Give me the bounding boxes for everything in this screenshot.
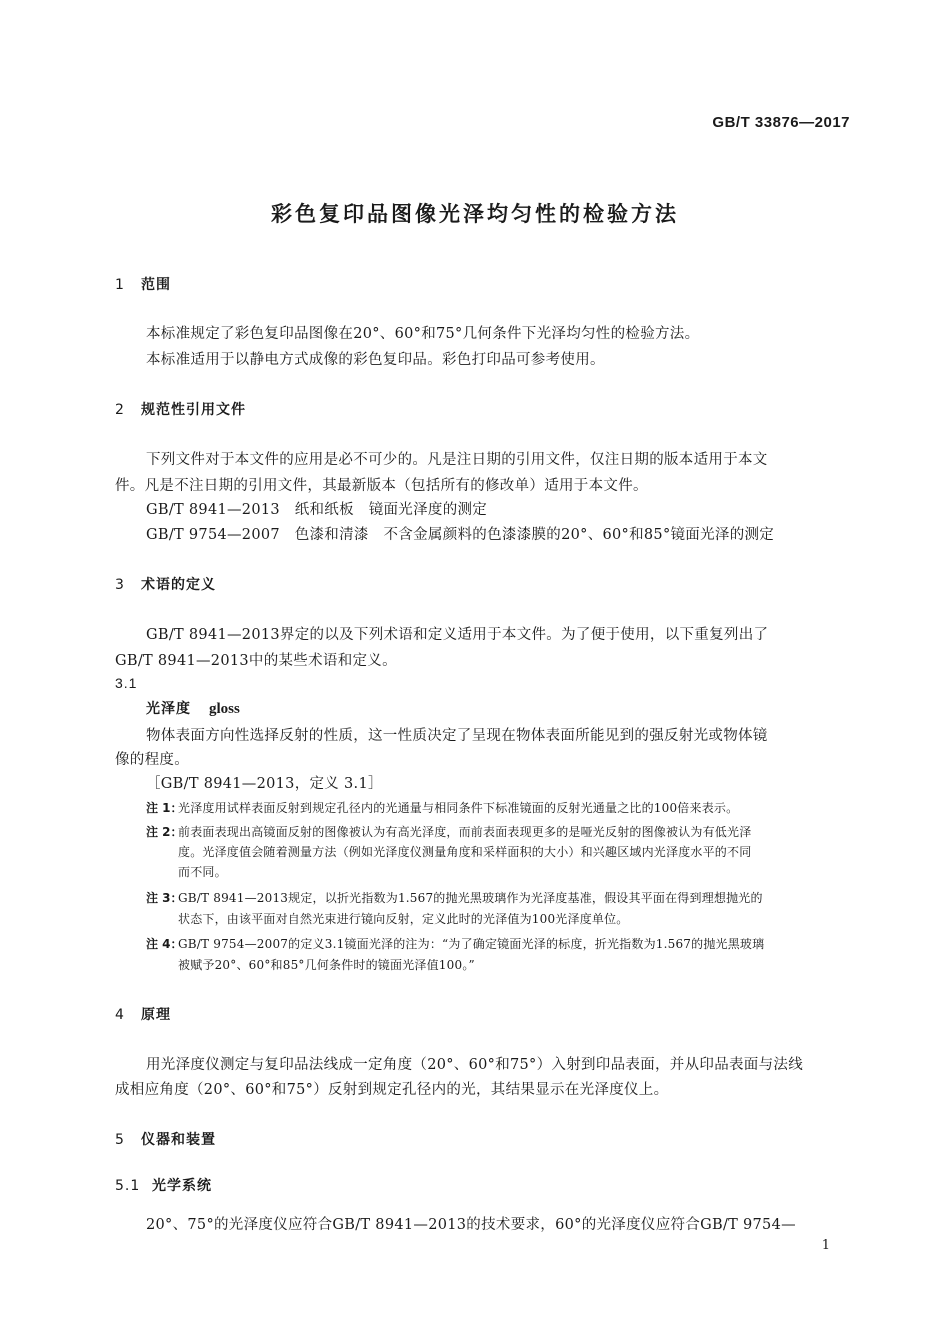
section-title: 仪器和装置	[141, 1132, 216, 1148]
subsection-number: 5.1	[115, 1178, 141, 1194]
note-text: 状态下，由该平面对自然光束进行镜向反射，定义此时的光泽值为100光泽度单位。	[178, 912, 629, 926]
section-2-paragraph: 件。凡是不注日期的引用文件，其最新版本（包括所有的修改单）适用于本文件。	[115, 478, 648, 494]
section-number: 2	[115, 402, 125, 418]
subsection-3-1-number: 3.1	[115, 675, 138, 691]
term-heading	[146, 698, 240, 718]
section-3-paragraph: GB/T 8941—2013界定的以及下列术语和定义适用于本文件。为了便于使用，以下重复列出了	[146, 627, 769, 643]
section-2-paragraph: 下列文件对于本文件的应用是必不可少的。凡是注日期的引用文件，仅注日期的版本适用于本文	[146, 452, 768, 468]
note-label: 注 4：	[146, 937, 183, 951]
note-label: 注 3：	[146, 891, 183, 905]
note-text: GB/T 9754—2007的定义3.1镜面光泽的注为：“为了确定镜面光泽的标度，折光指数为1.567的抛光黑玻璃	[178, 937, 765, 951]
subsection-5-1-heading	[115, 1175, 212, 1195]
section-1-paragraph: 本标准规定了彩色复印品图像在20°、60°和75°几何条件下光泽均匀性的检验方法。	[146, 326, 700, 342]
standard-number: GB/T 33876—2017	[712, 114, 850, 131]
section-number: 1	[115, 277, 125, 293]
page-number: 1	[821, 1238, 830, 1253]
document-title: 彩色复印品图像光泽均匀性的检验方法	[271, 202, 679, 226]
reference-item: GB/T 8941—2013 纸和纸板 镜面光泽度的测定	[146, 502, 488, 518]
note-text: 度。光泽度值会随着测量方法（例如光泽度仪测量角度和采样面积的大小）和兴趣区域内光泽度水平的不同	[178, 845, 752, 859]
section-number: 3	[115, 577, 125, 593]
note-text: 而不同。	[178, 865, 227, 879]
term-chinese: 光泽度	[146, 701, 191, 717]
section-1-heading	[115, 274, 171, 294]
note-text: 光泽度用试样表面反射到规定孔径内的光通量与相同条件下标准镜面的反射光通量之比的100倍来表示。	[178, 801, 739, 815]
section-2-heading	[115, 399, 246, 419]
subsection-title: 光学系统	[152, 1178, 212, 1194]
section-5-heading	[115, 1129, 216, 1149]
section-3-heading	[115, 574, 216, 594]
section-title: 规范性引用文件	[141, 402, 246, 418]
note-text: GB/T 8941—2013规定，以折光指数为1.567的抛光黑玻璃作为光泽度基准，假设其平面在得到理想抛光的	[178, 891, 763, 905]
term-definition: 像的程度。	[115, 752, 189, 768]
section-title: 术语的定义	[141, 577, 216, 593]
note-text: 被赋予20°、60°和85°几何条件时的镜面光泽值100。”	[178, 958, 475, 972]
term-source: ［GB/T 8941—2013，定义 3.1］	[146, 776, 383, 792]
note-text: 前表面表现出高镜面反射的图像被认为有高光泽度，而前表面表现更多的是哑光反射的图像被认为有低光泽	[178, 825, 752, 839]
section-4-paragraph: 成相应角度（20°、60°和75°）反射到规定孔径内的光，其结果显示在光泽度仪上。	[115, 1082, 669, 1098]
note-label: 注 1：	[146, 801, 183, 815]
term-definition: 物体表面方向性选择反射的性质，这一性质决定了呈现在物体表面所能见到的强反射光或物体镜	[146, 728, 768, 744]
section-4-paragraph: 用光泽度仪测定与复印品法线成一定角度（20°、60°和75°）入射到印品表面，并从印品表面与法线	[146, 1057, 803, 1073]
section-3-paragraph: GB/T 8941—2013中的某些术语和定义。	[115, 653, 397, 669]
term-english: gloss	[209, 701, 240, 717]
section-title: 范围	[141, 277, 171, 293]
reference-item: GB/T 9754—2007 色漆和清漆 不含金属颜料的色漆漆膜的20°、60°和85°镜面光泽的测定	[146, 527, 775, 543]
section-number: 5	[115, 1132, 125, 1148]
section-number: 4	[115, 1007, 125, 1023]
section-title: 原理	[141, 1007, 171, 1023]
section-1-paragraph: 本标准适用于以静电方式成像的彩色复印品。彩色打印品可参考使用。	[146, 352, 605, 368]
section-5-1-paragraph: 20°、75°的光泽度仪应符合GB/T 8941—2013的技术要求，60°的光泽度仪应符合GB/T 9754—	[146, 1217, 796, 1233]
note-label: 注 2：	[146, 825, 183, 839]
section-4-heading	[115, 1004, 171, 1024]
